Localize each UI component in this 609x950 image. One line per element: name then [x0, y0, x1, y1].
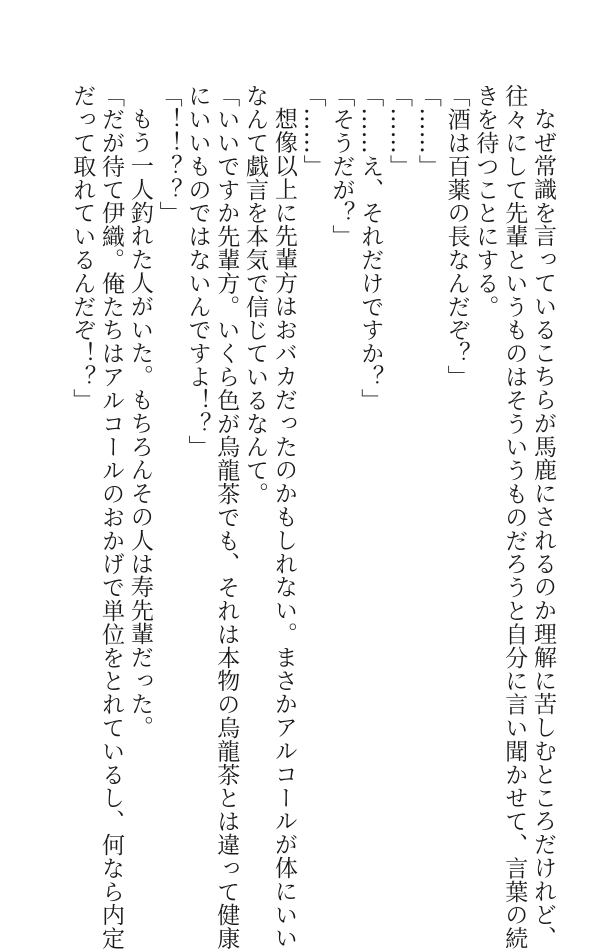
vertical-text-body	[52, 84, 557, 950]
dialogue-line: 「そうだが？」	[328, 84, 355, 248]
dialogue-line: だって取れているんだぞ！？」	[69, 84, 96, 412]
dialogue-line: 「……え、それだけですか？」	[357, 84, 384, 412]
dialogue-line: 「だが待て伊織。俺たちはアルコールのおかげで単位をとれているし、何なら内定	[98, 84, 125, 950]
dialogue-line: 「……」	[299, 84, 326, 178]
text-line: なぜ常識を言っているこちらが馬鹿にされるのか理解に苦しむところだけれど、	[530, 107, 556, 950]
dialogue-line: 「いいですか先輩方。いくら色が烏龍茶でも、それは本物の烏龍茶とは違って健康	[213, 84, 240, 950]
dialogue-line: 「！！？？」	[155, 84, 182, 225]
dialogue-line: にいいものではないんですよ！？」	[184, 84, 211, 459]
text-line: なんて戯言を本気で信じているなんて。	[242, 84, 269, 506]
text-line: きを待つことにする。	[472, 84, 499, 318]
dialogue-line: 「酒は百薬の長なんだぞ？」	[443, 84, 470, 389]
dialogue-line: 「……」	[386, 84, 413, 178]
text-line: 往々にして先輩というものはそういうものだろうと自分に言い聞かせて、言葉の続	[501, 84, 528, 950]
text-line: もう一人釣れた人がいた。もちろんその人は寿先輩だった。	[126, 107, 153, 739]
text-line: 想像以上に先輩方はおバカだったのかもしれない。まさかアルコールが体にいい	[270, 107, 297, 950]
dialogue-line: 「……」	[414, 84, 441, 178]
